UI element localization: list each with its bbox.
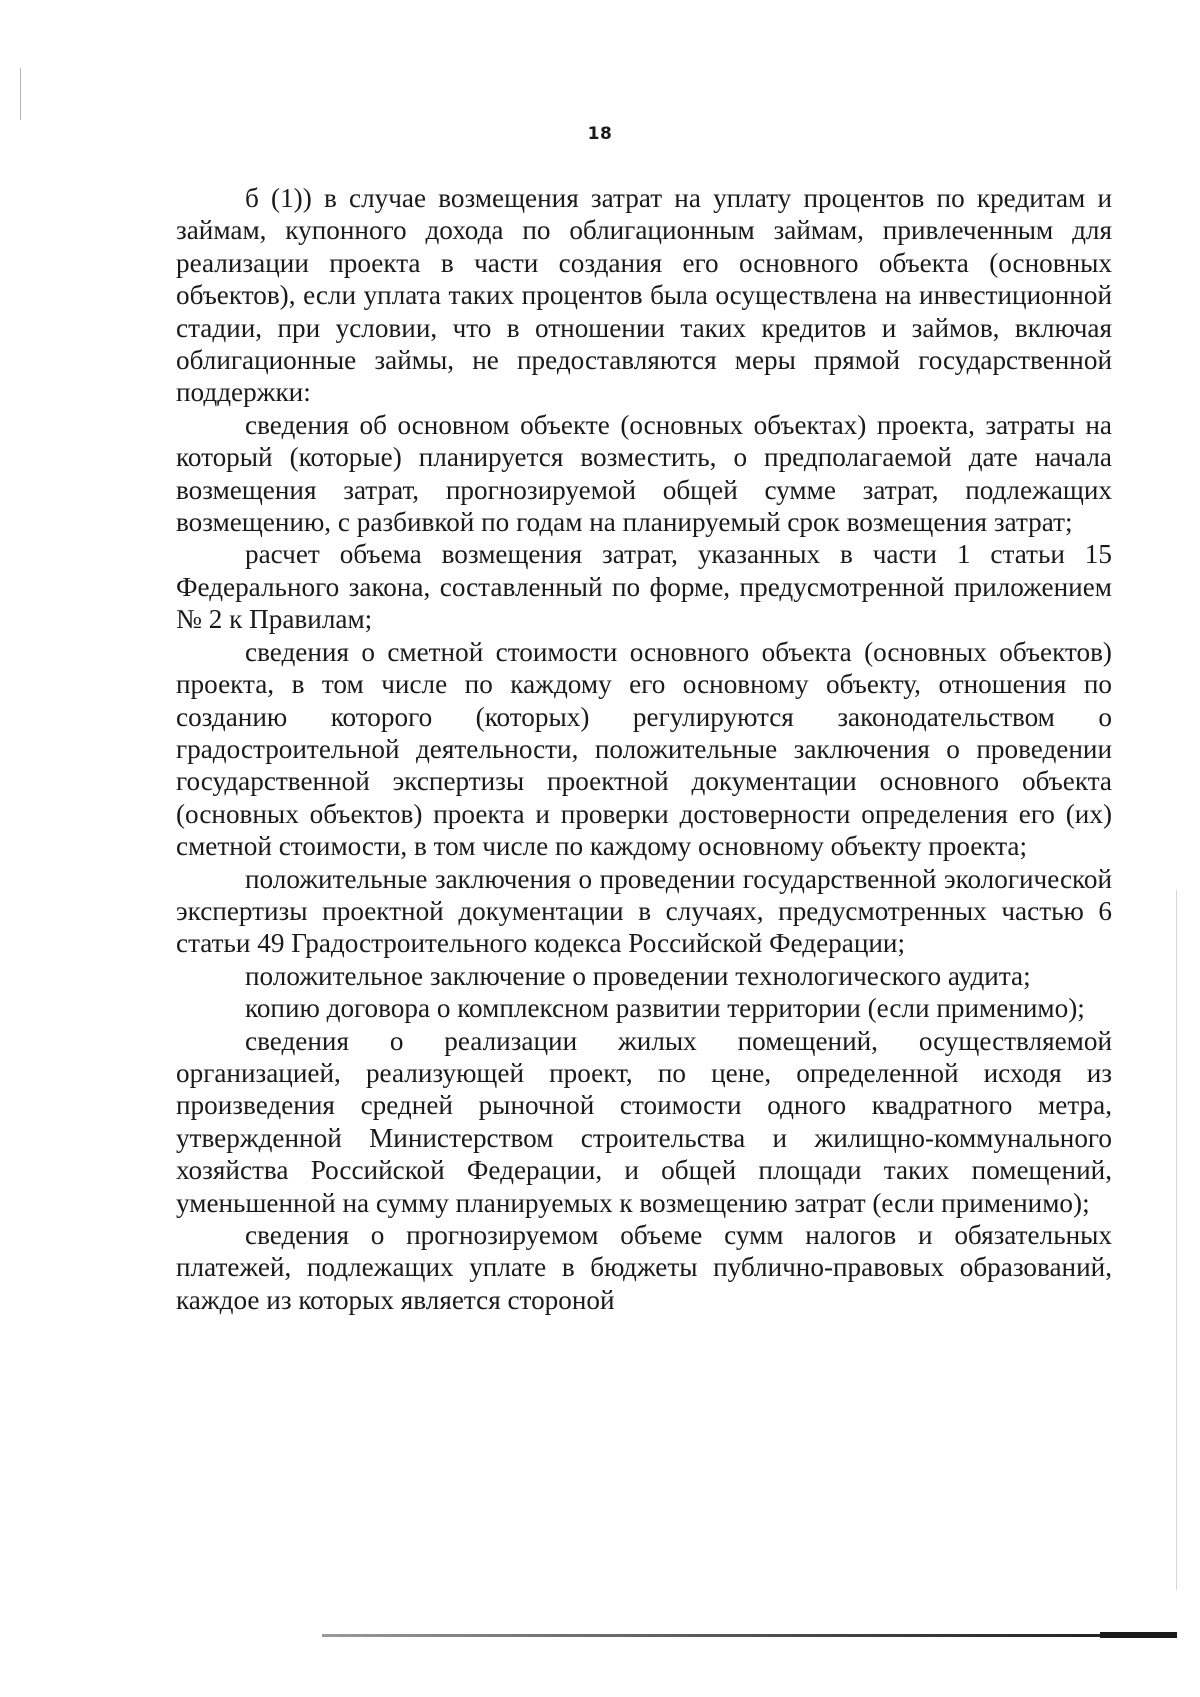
page-number: 18 xyxy=(587,124,613,144)
paragraph-main-object-info: сведения об основном объекте (основных объектах) проекта, затраты на который (которые) планируется возместить, о предполагаемой дате начала возмещения затрат, прогнозируемой общей сумме затрат, подлежащих возмещению, с разбивкой по годам на планируемый срок возмещения затрат; xyxy=(176,409,1112,538)
scan-edge-mark xyxy=(20,68,21,120)
paragraph-b1-costs-interest: б (1)) в случае возмещения затрат на уплату процентов по кредитам и займам, купонного дохода по облигационным займам, привлеченным для реализации проекта в части создания его основного объекта (основных объектов), если уплата таких процентов была осуществлена на инвестиционной стадии, при условии, что в отношении таких кредитов и займов, включая облигационные займы, не предоставляются меры прямой государственной поддержки: xyxy=(176,183,1112,408)
paragraph-ecological-expertise: положительные заключения о проведении государственной экологической экспертизы проектной документации в случаях, предусмотренных частью 6 статьи 49 Градостроительного кодекса Российской Федерации; xyxy=(176,863,1112,959)
footer-rule xyxy=(322,1634,1177,1637)
paragraph-estimated-cost: сведения о сметной стоимости основного объекта (основных объектов) проекта, в том числе по каждому его основному объекту, отношения по созданию которого (которых) регулируются законодательством о градостроительной деятельности, положительные заключения о проведении государственной экспертизы проектной документации основного объекта (основных объектов) проекта и проверки достоверности определения его (их) сметной стоимости, в том числе по каждому основному объекту проекта; xyxy=(176,636,1112,862)
footer-rule-end xyxy=(1100,1632,1177,1638)
paragraph-housing-sales: сведения о реализации жилых помещений, осуществляемой организацией, реализующей проект, по цене, определенной исходя из произведения средней рыночной стоимости одного квадратного метра, утвержденной Министерством строительства и жилищно-коммунального хозяйства Российской Федерации, и общей площади таких помещений, уменьшенной на сумму планируемых к возмещению затрат (если применимо); xyxy=(176,1025,1112,1218)
paragraph-taxes-forecast: сведения о прогнозируемом объеме сумм налогов и обязательных платежей, подлежащих уплате в бюджеты публично-правовых образований, каждое из которых является стороной xyxy=(176,1220,1112,1315)
paragraph-territory-contract: копию договора о комплексном развитии территории (если применимо); xyxy=(245,993,1085,1024)
document-body xyxy=(176,182,1112,1316)
scan-edge-mark xyxy=(1176,890,1177,1590)
paragraph-technology-audit: положительное заключение о проведении технологического аудита; xyxy=(245,960,1031,991)
paragraph-calculation: расчет объема возмещения затрат, указанных в части 1 статьи 15 Федерального закона, составленный по форме, предусмотренной приложением № 2 к Правилам; xyxy=(176,539,1112,635)
